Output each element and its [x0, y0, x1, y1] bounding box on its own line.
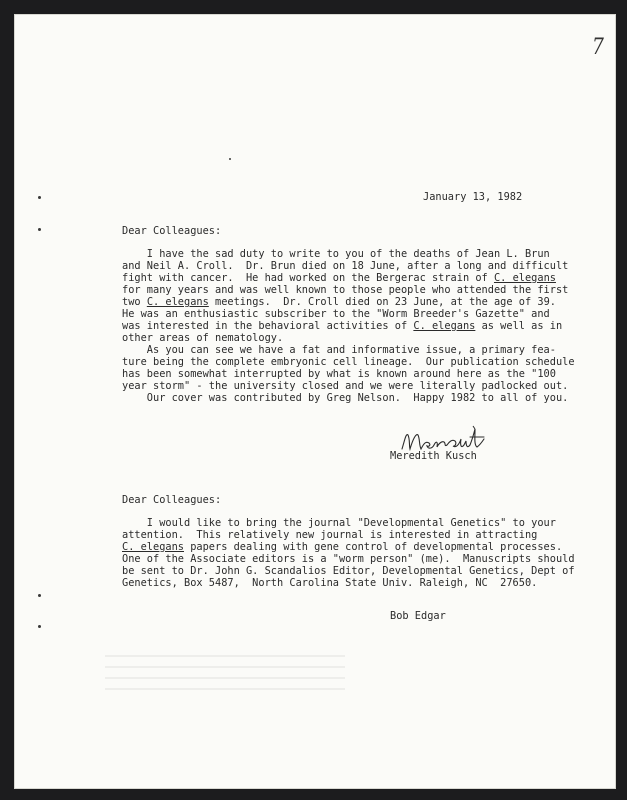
show-through-line — [105, 677, 345, 679]
text-line: fight with cancer. He had worked on the Bergerac strain of C. elegans — [122, 272, 556, 284]
show-through-line — [105, 655, 345, 657]
show-through-line — [105, 688, 345, 690]
document-page — [14, 14, 616, 789]
text-line: C. elegans papers dealing with gene control of developmental processes. — [122, 541, 563, 553]
species-name-underlined: C. elegans — [493, 272, 556, 284]
letter1-salutation: Dear Colleagues: — [122, 225, 222, 237]
text-line: was interested in the behavioral activities of C. elegans as well as in — [122, 320, 563, 332]
punch-mark — [38, 625, 41, 628]
text-line: be sent to Dr. John G. Scandalios Editor, Developmental Genetics, Dept of — [122, 565, 575, 577]
text-line: two C. elegans meetings. Dr. Croll died on 23 June, at the age of 39. — [122, 296, 556, 308]
text-line: attention. This relatively new journal is interested in attracting — [122, 529, 538, 541]
signature-stroke — [402, 429, 484, 449]
letter1-signer-name: Meredith Kusch — [390, 450, 477, 462]
text-line: and Neil A. Croll. Dr. Brun died on 18 June, after a long and difficult — [122, 260, 569, 272]
signature-tick — [473, 426, 475, 429]
text-line: I have the sad duty to write to you of the deaths of Jean L. Brun — [122, 248, 550, 260]
text-line: has been somewhat interrupted by what is known around here as the "100 — [122, 368, 556, 380]
letter2-signer-name: Bob Edgar — [390, 610, 446, 622]
text-line: As you can see we have a fat and informative issue, a primary fea- — [122, 344, 556, 356]
text-line: I would like to bring the journal "Developmental Genetics" to your — [122, 517, 556, 529]
species-name-underlined: C. elegans — [146, 296, 209, 308]
page-number: 7 — [592, 35, 604, 60]
punch-mark — [38, 228, 41, 231]
letter2-salutation: Dear Colleagues: — [122, 494, 222, 506]
speck-mark — [229, 158, 231, 160]
text-line: ture being the complete embryonic cell lineage. Our publication schedule — [122, 356, 575, 368]
punch-mark — [38, 196, 41, 199]
punch-mark — [38, 594, 41, 597]
letter1-paragraph-3: Our cover was contributed by Greg Nelson. Happy 1982 to all of you. — [122, 392, 569, 404]
show-through-line — [105, 666, 345, 668]
text-line: One of the Associate editors is a "worm person" (me). Manuscripts should — [122, 553, 575, 565]
text-line: other areas of nematology. — [122, 332, 284, 344]
text-line: He was an enthusiastic subscriber to the "Worm Breeder's Gazette" and — [122, 308, 550, 320]
text-line: for many years and was well known to those people who attended the first — [122, 284, 569, 296]
letter-date: January 13, 1982 — [423, 191, 523, 203]
show-through-text — [105, 655, 345, 715]
text-line: Genetics, Box 5487, North Carolina State Univ. Raleigh, NC 27650. — [122, 577, 538, 589]
species-name-underlined: C. elegans — [413, 320, 476, 332]
species-name-underlined: C. elegans — [122, 541, 184, 553]
text-line: year storm" - the university closed and we were literally padlocked out. — [122, 380, 569, 392]
